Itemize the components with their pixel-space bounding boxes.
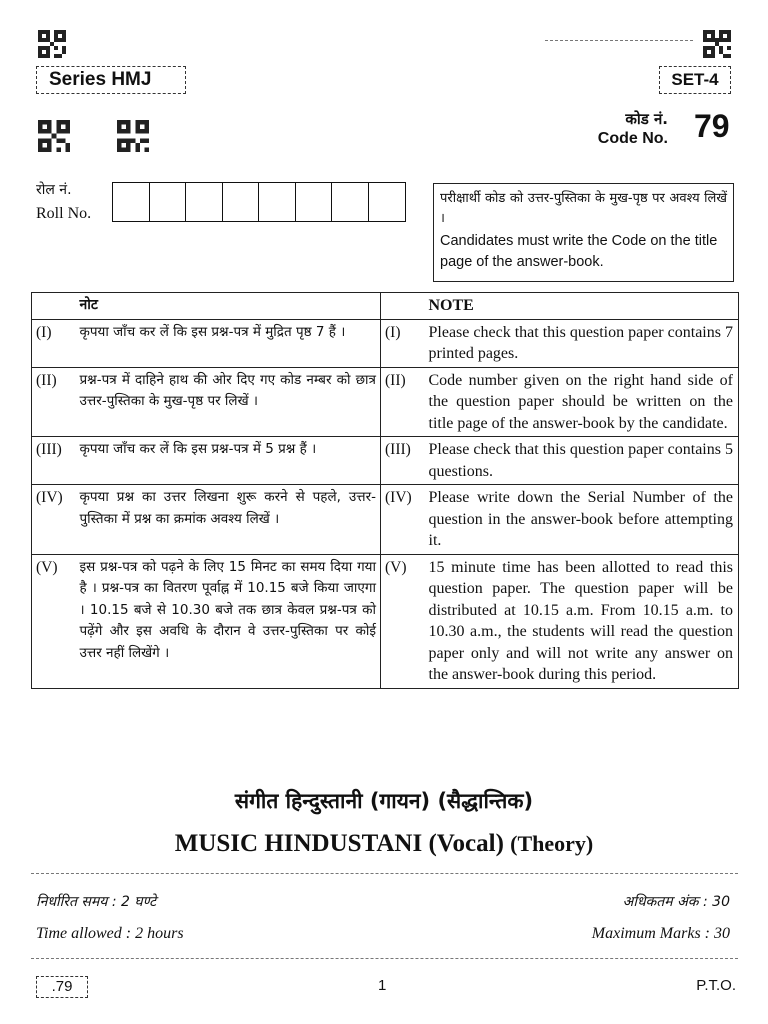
- instruction-number: (V): [32, 554, 76, 688]
- roll-number-boxes[interactable]: [112, 182, 406, 222]
- max-marks-hindi: अधिकतम अंक : 30: [622, 894, 730, 910]
- instruction-hindi: इस प्रश्न-पत्र को पढ़ने के लिए 15 मिनट का समय दिया गया है । प्रश्न-पत्र का वितरण पूर्वाह्न में 10.15 बजे किया जाएगा । 10.15 बजे से 10.30 बजे तक छात्र केवल प्रश्न-पत्र को पढ़ेंगे और इस अवधि के दौरान वे उत्तर-पुस्तिका पर कोई उत्तर नहीं लिखेंगे ।: [76, 554, 381, 688]
- instruction-number: (II): [32, 367, 76, 437]
- subject-title-main: MUSIC HINDUSTANI (Vocal): [174, 830, 504, 857]
- divider: [31, 958, 738, 959]
- code-number: 79: [694, 108, 730, 144]
- instruction-row: [32, 319, 739, 367]
- instruction-row: [32, 437, 739, 485]
- candidate-code-note: [433, 183, 734, 282]
- instruction-row: [32, 485, 739, 555]
- set-label: SET-4: [659, 66, 731, 94]
- instruction-english: Code number given on the right hand side of the question paper should be written on the title page of the answer-book by the candidate.: [425, 367, 739, 437]
- roll-digit-box[interactable]: [186, 183, 223, 221]
- roll-label-english: Roll No.: [36, 205, 92, 222]
- roll-digit-box[interactable]: [332, 183, 369, 221]
- instruction-english: Please write down the Serial Number of the question in the answer-book before attempting it.: [425, 485, 739, 555]
- roll-digit-box[interactable]: [150, 183, 187, 221]
- instruction-hindi: प्रश्न-पत्र में दाहिने हाथ की ओर दिए गए कोड नम्बर को छात्र उत्तर-पुस्तिका के मुख-पृष्ठ पर लिखें ।: [76, 367, 381, 437]
- qr-code-icon: [117, 120, 149, 152]
- candidate-note-hindi: परीक्षार्थी कोड को उत्तर-पुस्तिका के मुख-पृष्ठ पर अवश्य लिखें ।: [440, 191, 727, 226]
- roll-label-hindi: रोल नं.: [36, 182, 72, 198]
- note-header-english: NOTE: [425, 293, 739, 320]
- instruction-number: (II): [381, 367, 425, 437]
- instruction-english: Please check that this question paper contains 7 printed pages.: [425, 319, 739, 367]
- series-label: Series HMJ: [36, 66, 186, 94]
- time-allowed-english: Time allowed : 2 hours: [36, 925, 184, 942]
- code-label-hindi: कोड नं.: [625, 110, 668, 128]
- header-num-cell: [32, 293, 76, 320]
- roll-digit-box[interactable]: [369, 183, 406, 221]
- instruction-hindi: कृपया जाँच कर लें कि इस प्रश्न-पत्र में 5 प्रश्न हैं ।: [76, 437, 381, 485]
- instruction-number: (I): [32, 319, 76, 367]
- instruction-hindi: कृपया प्रश्न का उत्तर लिखना शुरू करने से पहले, उत्तर-पुस्तिका में प्रश्न का क्रमांक अवश्य लिखें ।: [76, 485, 381, 555]
- roll-digit-box[interactable]: [259, 183, 296, 221]
- qr-code-icon: [38, 30, 66, 58]
- subject-title-sub: (Theory): [510, 831, 594, 856]
- instructions-table: [31, 292, 739, 689]
- instruction-hindi: कृपया जाँच कर लें कि इस प्रश्न-पत्र में मुद्रित पृष्ठ 7 हैं ।: [76, 319, 381, 367]
- instruction-number: (IV): [32, 485, 76, 555]
- instruction-row: [32, 367, 739, 437]
- max-marks-english: Maximum Marks : 30: [591, 925, 730, 942]
- instruction-number: (I): [381, 319, 425, 367]
- top-rule: [545, 40, 693, 41]
- roll-digit-box[interactable]: [296, 183, 333, 221]
- roll-digit-box[interactable]: [223, 183, 260, 221]
- instruction-number: (III): [381, 437, 425, 485]
- footer-code: .79: [36, 976, 88, 998]
- qr-code-icon: [38, 120, 70, 152]
- please-turn-over: P.T.O.: [696, 977, 736, 994]
- instructions-header-row: [32, 293, 739, 320]
- header-num-cell: [381, 293, 425, 320]
- divider: [31, 873, 738, 874]
- time-allowed-hindi: निर्धारित समय : 2 घण्टे: [36, 894, 157, 910]
- roll-digit-box[interactable]: [113, 183, 150, 221]
- instruction-row: [32, 554, 739, 688]
- instruction-number: (III): [32, 437, 76, 485]
- qr-code-icon: [703, 30, 731, 58]
- subject-title-english: [0, 830, 768, 858]
- page-number: 1: [378, 977, 387, 994]
- subject-title-hindi: संगीत हिन्दुस्तानी (गायन) (सैद्धान्तिक): [234, 789, 534, 813]
- instruction-english: 15 minute time has been allotted to read this question paper. The question paper will be distributed at 10.15 a.m. From 10.15 a.m. to 10.30 a.m., the students will read the question paper only and will not write any answer on the answer-book during this period.: [425, 554, 739, 688]
- instruction-english: Please check that this question paper contains 5 questions.: [425, 437, 739, 485]
- instruction-number: (V): [381, 554, 425, 688]
- code-label-english: Code No.: [597, 130, 668, 147]
- candidate-note-english: Candidates must write the Code on the title page of the answer-book.: [440, 233, 718, 270]
- note-header-hindi: नोट: [76, 293, 381, 320]
- instruction-number: (IV): [381, 485, 425, 555]
